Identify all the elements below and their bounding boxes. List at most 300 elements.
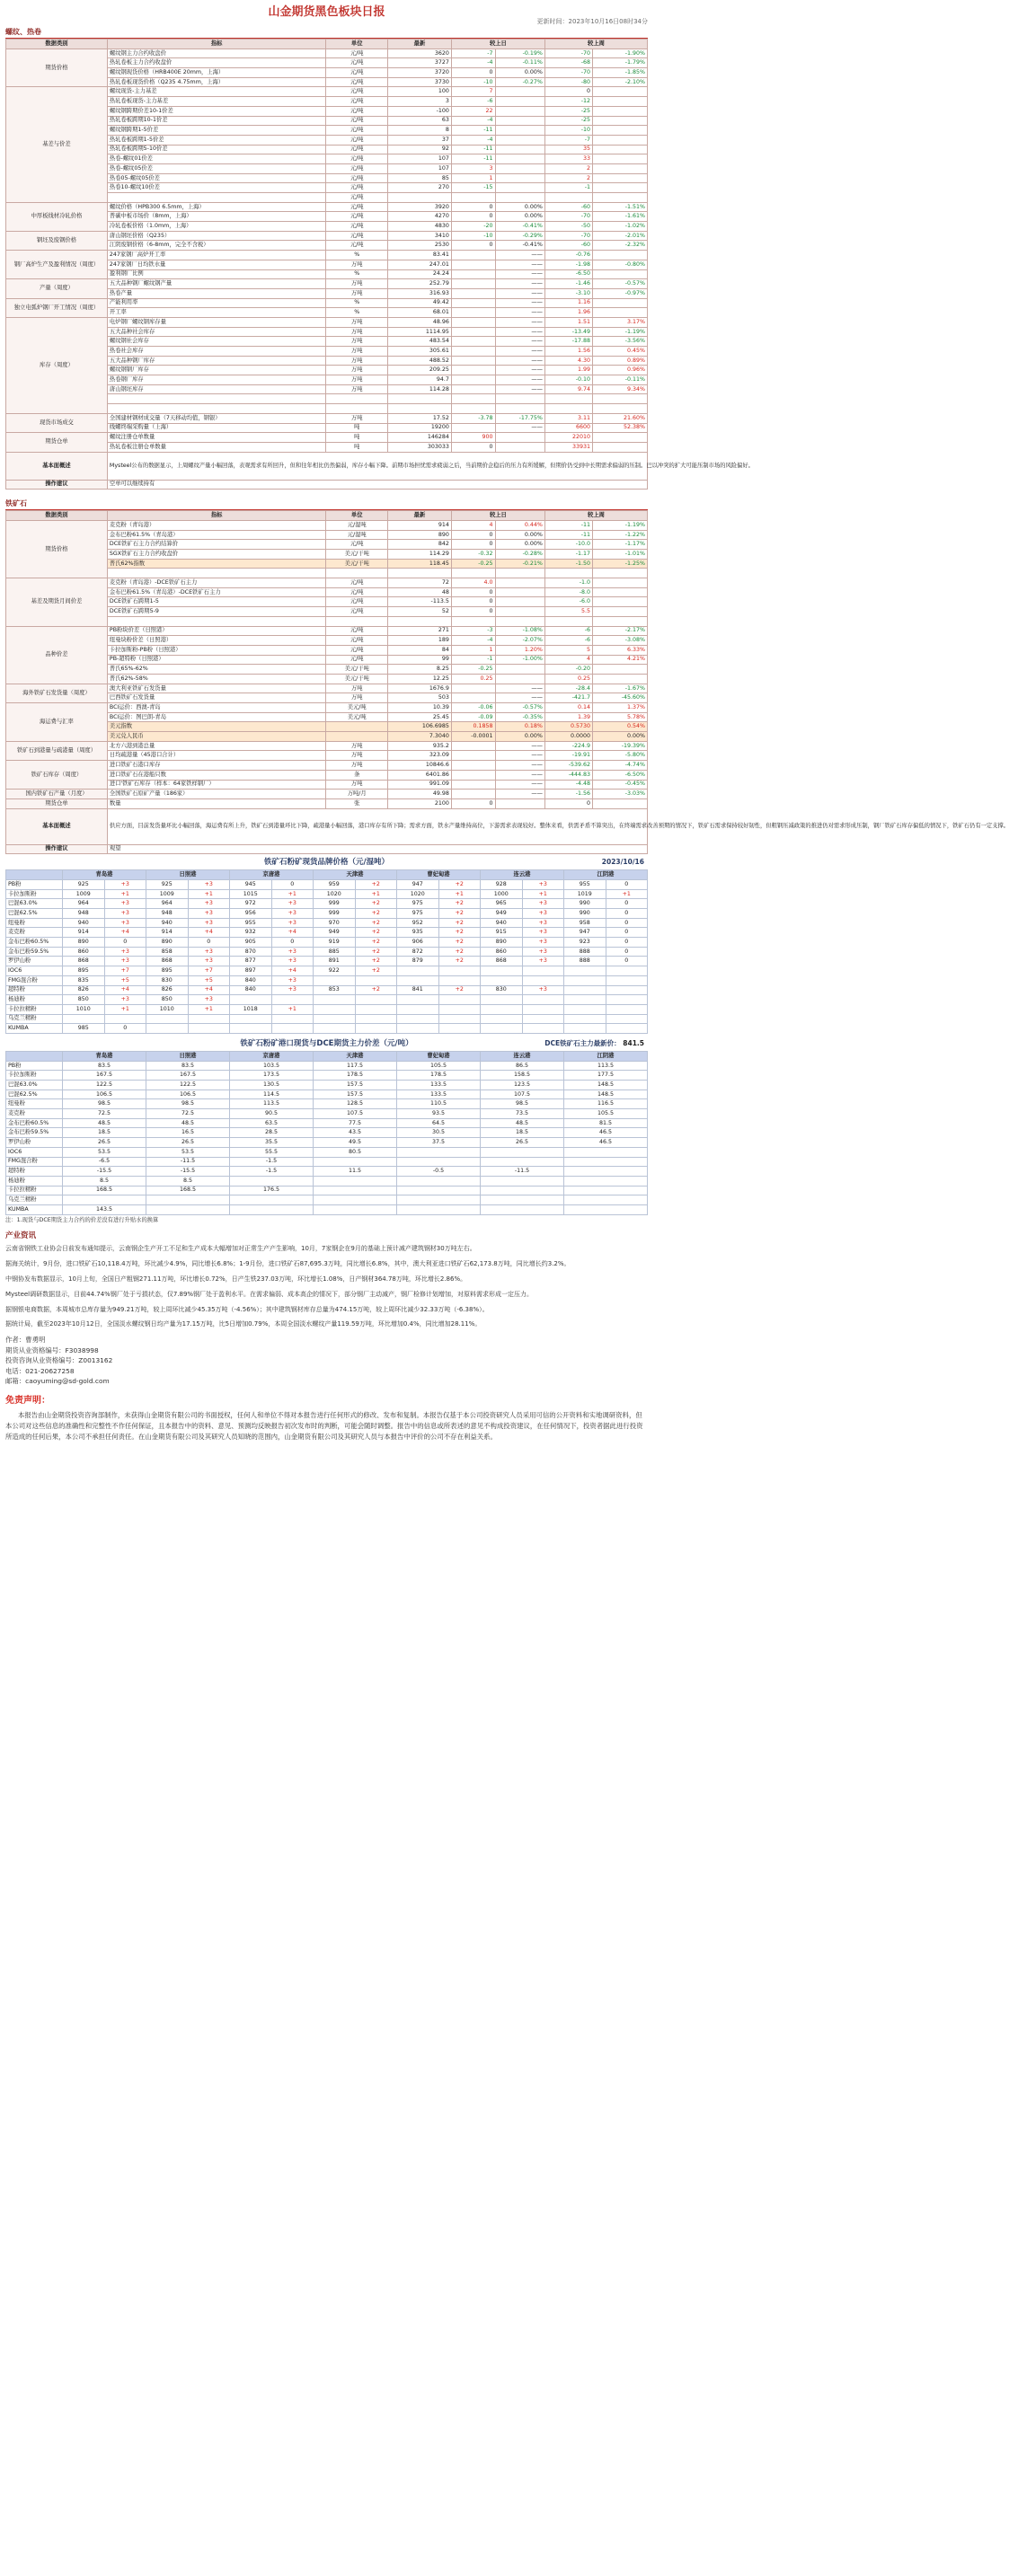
row-week-change: 2	[544, 173, 592, 183]
ore-name: 纽曼粉	[6, 1099, 63, 1109]
table-row	[6, 578, 648, 588]
price-change: 0	[188, 938, 230, 948]
row-indicator: DCE铁矿石主力合约结算价	[107, 540, 326, 550]
spread-value	[397, 1157, 481, 1167]
price-change: +7	[188, 966, 230, 976]
port-spread-body	[6, 1061, 648, 1214]
price-change: +2	[438, 928, 481, 938]
row-indicator: 电炉钢厂螺纹钢库存量	[107, 317, 326, 327]
row-week-change: -421.7	[544, 693, 592, 703]
price-change: +3	[522, 909, 564, 919]
row-day-change-pct: ——	[495, 780, 544, 790]
row-day-change-pct	[495, 674, 544, 684]
row-day-change	[451, 741, 495, 751]
ore-name: 罗伊山粉	[6, 957, 63, 966]
row-week-change-pct: -3.08%	[593, 636, 648, 646]
row-unit	[326, 722, 388, 732]
row-unit: 万吨	[326, 741, 388, 751]
row-latest: 72	[388, 578, 452, 588]
row-day-change: 0	[451, 798, 495, 808]
price-change	[271, 1024, 314, 1034]
row-week-change-pct	[593, 135, 648, 145]
row-week-change-pct: -1.19%	[593, 520, 648, 530]
row-day-change: 0	[451, 68, 495, 78]
row-week-change: 33	[544, 154, 592, 164]
row-latest: 92	[388, 145, 452, 154]
port-header: 连云港	[481, 870, 564, 880]
row-indicator: 五大品种钢厂库存	[107, 356, 326, 366]
row-latest: 914	[388, 520, 452, 530]
port-header: 京唐港	[230, 1051, 314, 1061]
row-day-change	[451, 347, 495, 357]
row-week-change: -224.9	[544, 741, 592, 751]
row-day-change-pct: ——	[495, 251, 544, 260]
row-latest: 270	[388, 183, 452, 193]
price-value	[564, 975, 606, 985]
row-indicator: 冷轧卷板价格（1.0mm，上海）	[107, 222, 326, 232]
row-day-change-pct: ——	[495, 327, 544, 337]
price-change: +3	[271, 918, 314, 928]
row-week-change-pct: 3.17%	[593, 317, 648, 327]
price-change: +5	[188, 975, 230, 985]
row-week-change: -1.17	[544, 550, 592, 560]
table-row	[6, 909, 648, 919]
ore-logic-label: 基本面概述	[6, 808, 108, 844]
price-change: +7	[104, 966, 146, 976]
row-category: 期货价格	[6, 49, 108, 87]
row-day-change-pct: ——	[495, 260, 544, 269]
price-value: 860	[63, 947, 105, 957]
price-change: 0	[271, 879, 314, 889]
row-latest: 48	[388, 587, 452, 597]
ore-name: IOC6	[6, 966, 63, 976]
price-change	[438, 1024, 481, 1034]
price-value: 826	[146, 985, 189, 995]
spread-value: 107.5	[314, 1109, 397, 1119]
ore-name: 超特粉	[6, 1167, 63, 1177]
price-value: 914	[63, 928, 105, 938]
row-week-change: -13.49	[544, 327, 592, 337]
price-value: 890	[63, 938, 105, 948]
row-week-change-pct: -2.01%	[593, 231, 648, 241]
row-indicator: 江阴废钢价格（6-8mm，完全不含税）	[107, 241, 326, 251]
ore-name: 金布巴粉59.5%	[6, 947, 63, 957]
table-row	[6, 899, 648, 909]
row-unit: 元/吨	[326, 193, 388, 203]
row-unit: 吨	[326, 442, 388, 452]
row-week-change-pct	[593, 587, 648, 597]
price-change: +1	[438, 889, 481, 899]
row-latest: 85	[388, 173, 452, 183]
row-week-change-pct	[593, 607, 648, 617]
ore-name: IOC6	[6, 1147, 63, 1157]
price-value: 990	[564, 909, 606, 919]
row-week-change: -0.76	[544, 251, 592, 260]
price-value: 999	[314, 909, 356, 919]
price-value	[63, 1014, 105, 1024]
ore-name: 罗伊山粉	[6, 1138, 63, 1148]
ore-section-title: 铁矿石	[5, 498, 648, 510]
row-week-change-pct: -1.19%	[593, 327, 648, 337]
ore-name: 麦克粉	[6, 1109, 63, 1119]
row-day-change: -0.0001	[451, 732, 495, 742]
row-unit	[326, 394, 388, 404]
row-unit: 美元/吨	[326, 703, 388, 713]
spread-value: 110.5	[397, 1099, 481, 1109]
row-week-change-pct: -1.22%	[593, 530, 648, 540]
spread-value: 157.5	[314, 1090, 397, 1099]
price-value: 850	[63, 995, 105, 1005]
row-category: 期货价格	[6, 520, 108, 578]
row-day-change-pct: ——	[495, 298, 544, 308]
price-value: 890	[146, 938, 189, 948]
table-row	[6, 413, 648, 423]
row-day-change-pct	[495, 163, 544, 173]
row-day-change-pct	[495, 578, 544, 588]
ore-name: 巴混62.5%	[6, 909, 63, 919]
price-value: 1015	[230, 889, 272, 899]
row-unit: 元/吨	[326, 587, 388, 597]
row-indicator: 热卷-螺纹01价差	[107, 154, 326, 164]
spread-value: 48.5	[481, 1118, 564, 1128]
price-value: 964	[63, 899, 105, 909]
row-indicator	[107, 569, 326, 578]
price-value: 990	[564, 899, 606, 909]
table-row	[6, 520, 648, 530]
table-row	[6, 985, 648, 995]
price-value: 841	[397, 985, 439, 995]
row-latest: 19200	[388, 423, 452, 433]
row-week-change: 1.16	[544, 298, 592, 308]
row-week-change: -1.46	[544, 279, 592, 289]
row-latest: 4270	[388, 212, 452, 222]
row-week-change-pct	[593, 163, 648, 173]
row-week-change-pct: 4.21%	[593, 655, 648, 665]
row-week-change: 1.39	[544, 712, 592, 722]
row-indicator: 日均疏港量（45港口合计）	[107, 751, 326, 761]
row-week-change: -10.0	[544, 540, 592, 550]
price-value	[564, 985, 606, 995]
price-change	[438, 1004, 481, 1014]
spread-value: 178.5	[397, 1071, 481, 1081]
price-change	[606, 1024, 648, 1034]
row-unit: 条	[326, 770, 388, 780]
price-change: 0	[606, 909, 648, 919]
price-change	[438, 1014, 481, 1024]
table-row	[6, 1167, 648, 1177]
ore-name: 卡拉拉精粉	[6, 1004, 63, 1014]
price-value: 1020	[397, 889, 439, 899]
row-category: 基差与价差	[6, 87, 108, 202]
row-week-change-pct	[593, 433, 648, 443]
row-latest: 24.24	[388, 269, 452, 279]
port-spread-header-row	[6, 1051, 648, 1061]
ore-name: KUMBA	[6, 1024, 63, 1034]
row-day-change-pct: -0.28%	[495, 550, 544, 560]
row-indicator: 普氏62%-58%	[107, 674, 326, 684]
row-latest: 189	[388, 636, 452, 646]
spread-value: 63.5	[230, 1118, 314, 1128]
price-change: +5	[104, 975, 146, 985]
row-week-change: -6.0	[544, 597, 592, 607]
spread-value: 26.5	[481, 1138, 564, 1148]
spread-value	[314, 1157, 397, 1167]
price-change: 0	[606, 947, 648, 957]
row-unit: 元/吨	[326, 126, 388, 136]
price-change: +1	[606, 889, 648, 899]
row-day-change	[451, 193, 495, 203]
price-value: 970	[314, 918, 356, 928]
row-latest: 3620	[388, 49, 452, 58]
row-unit: 万吨/月	[326, 790, 388, 799]
row-week-change: -11	[544, 520, 592, 530]
price-change: +3	[271, 947, 314, 957]
table-row	[6, 741, 648, 751]
ore-table	[5, 510, 1009, 854]
price-value	[314, 1004, 356, 1014]
spread-value	[314, 1176, 397, 1186]
row-latest: 114.28	[388, 384, 452, 394]
spread-value: 105.5	[564, 1109, 648, 1119]
row-day-change-pct: -0.19%	[495, 49, 544, 58]
table-row	[6, 879, 648, 889]
row-day-change-pct: 0.44%	[495, 520, 544, 530]
row-unit: 元/吨	[326, 578, 388, 588]
price-value: 964	[146, 899, 189, 909]
row-week-change-pct	[593, 442, 648, 452]
price-change	[438, 975, 481, 985]
table-row	[6, 1176, 648, 1186]
price-change: +3	[522, 918, 564, 928]
row-week-change-pct	[593, 269, 648, 279]
spread-value: -15.5	[146, 1167, 230, 1177]
row-day-change: 0.1858	[451, 722, 495, 732]
port-header: 连云港	[481, 1051, 564, 1061]
price-value: 895	[63, 966, 105, 976]
row-indicator: 全国铁矿石原矿产量（186家）	[107, 790, 326, 799]
table-row	[6, 1195, 648, 1205]
row-indicator: SGX铁矿石主力合约收盘价	[107, 550, 326, 560]
price-change	[188, 1024, 230, 1034]
row-latest	[388, 193, 452, 203]
steel-logic-row	[6, 452, 648, 480]
price-change	[355, 975, 397, 985]
spread-value: 28.5	[230, 1128, 314, 1138]
port-price-title-text: 铁矿石粉矿现货品牌价格（元/湿吨）	[263, 858, 390, 868]
price-change: +1	[271, 1004, 314, 1014]
row-week-change-pct: 5.78%	[593, 712, 648, 722]
price-value: 868	[481, 957, 523, 966]
steel-logic-text: Mysteel公布的数据显示，上周螺纹产量小幅回落，表观需求有所回升，但和往年相比仍然偏弱，库存小幅下降。前期市场担忧需求疲弱之后，当前期价企稳后的压力有所缓解，但期价仍受到中长期需求偏弱的压制。巴以冲突的扩大可能压制市场的风险偏好。	[107, 452, 647, 480]
row-week-change-pct: 1.37%	[593, 703, 648, 713]
price-value	[230, 1024, 272, 1034]
row-week-change-pct: -1.79%	[593, 58, 648, 68]
price-value: 947	[397, 879, 439, 889]
row-latest	[388, 569, 452, 578]
row-week-change-pct: -4.74%	[593, 761, 648, 771]
spread-value: 168.5	[146, 1186, 230, 1195]
spread-value: 11.5	[314, 1167, 397, 1177]
spread-value: 113.5	[564, 1061, 648, 1071]
table-row	[6, 317, 648, 327]
row-day-change	[451, 684, 495, 693]
row-day-change: -0.32	[451, 550, 495, 560]
row-unit: 万吨	[326, 288, 388, 298]
disclaimer-title: 免责声明：	[5, 1395, 50, 1406]
ore-name: FMG混合粉	[6, 1157, 63, 1167]
row-latest: -113.5	[388, 597, 452, 607]
price-value: 879	[397, 957, 439, 966]
price-change: 0	[606, 957, 648, 966]
row-day-change-pct	[495, 87, 544, 97]
row-day-change-pct: ——	[495, 366, 544, 375]
row-day-change-pct: -0.27%	[495, 77, 544, 87]
row-day-change-pct	[495, 173, 544, 183]
row-indicator: 普氏62%指数	[107, 559, 326, 569]
column-header: 较上日	[451, 40, 544, 49]
price-value: 999	[314, 899, 356, 909]
price-change	[606, 966, 648, 976]
row-latest: 7.3040	[388, 732, 452, 742]
row-week-change: 35	[544, 145, 592, 154]
row-day-change-pct	[495, 442, 544, 452]
price-value: 868	[63, 957, 105, 966]
row-week-change-pct: -3.56%	[593, 337, 648, 347]
row-week-change: -539.62	[544, 761, 592, 771]
row-day-change-pct	[495, 135, 544, 145]
spread-value	[314, 1204, 397, 1214]
row-day-change: -0.25	[451, 559, 495, 569]
spread-value: 117.5	[314, 1061, 397, 1071]
row-indicator: 线螺终端采购量（上海）	[107, 423, 326, 433]
row-week-change: 0	[544, 798, 592, 808]
row-category: 中厚板线材冷轧价格	[6, 202, 108, 231]
row-week-change: -80	[544, 77, 592, 87]
row-category: 铁矿石库存（周度）	[6, 761, 108, 790]
price-change	[522, 975, 564, 985]
price-change: +2	[355, 928, 397, 938]
price-value: 922	[314, 966, 356, 976]
column-header: 最新	[388, 511, 452, 521]
ore-name: 金布巴粉60.5%	[6, 1118, 63, 1128]
price-change: +3	[188, 899, 230, 909]
price-change: +3	[104, 909, 146, 919]
spread-value: 176.5	[230, 1186, 314, 1195]
spread-value: 168.5	[63, 1186, 146, 1195]
steel-header-row	[6, 40, 648, 49]
row-week-change-pct: -45.60%	[593, 693, 648, 703]
row-unit: 元/吨	[326, 222, 388, 232]
row-day-change-pct: ——	[495, 337, 544, 347]
row-unit: 美元/干吨	[326, 550, 388, 560]
row-day-change-pct: ——	[495, 347, 544, 357]
row-day-change: 0	[451, 202, 495, 212]
spread-value	[564, 1167, 648, 1177]
disclaimer	[5, 1410, 648, 1442]
row-latest: 2530	[388, 241, 452, 251]
row-day-change-pct	[495, 607, 544, 617]
spread-value: 133.5	[397, 1081, 481, 1090]
table-row	[6, 703, 648, 713]
row-unit: 万吨	[326, 413, 388, 423]
row-indicator: 五大品种钢厂螺纹钢产量	[107, 279, 326, 289]
row-day-change-pct	[495, 145, 544, 154]
row-week-change: -68	[544, 58, 592, 68]
port-header: 天津港	[314, 870, 397, 880]
row-latest: 247.01	[388, 260, 452, 269]
row-category: 基差及期货月间价差	[6, 578, 108, 626]
row-week-change: 1.96	[544, 308, 592, 318]
row-week-change	[544, 569, 592, 578]
row-indicator: 卡拉加斯粉-PB粉（日照港）	[107, 645, 326, 655]
row-day-change	[451, 269, 495, 279]
row-category: 钢厂高炉生产及盈利情况（周度）	[6, 251, 108, 279]
row-unit: 万吨	[326, 751, 388, 761]
row-latest: 99	[388, 655, 452, 665]
row-latest: 3730	[388, 77, 452, 87]
spread-value: 86.5	[481, 1061, 564, 1071]
price-change: 0	[104, 1024, 146, 1034]
row-week-change-pct	[593, 578, 648, 588]
row-day-change	[451, 366, 495, 375]
spread-value	[314, 1186, 397, 1195]
price-change: +3	[188, 947, 230, 957]
row-unit	[326, 732, 388, 742]
row-latest: 3920	[388, 202, 452, 212]
row-week-change: 2	[544, 163, 592, 173]
row-week-change: -25	[544, 116, 592, 126]
price-change: +2	[438, 899, 481, 909]
row-day-change: 7	[451, 87, 495, 97]
row-week-change: 4.30	[544, 356, 592, 366]
column-header: 指标	[107, 511, 326, 521]
row-day-change: -20	[451, 222, 495, 232]
spread-value: 18.5	[63, 1128, 146, 1138]
price-change: +3	[188, 918, 230, 928]
row-indicator: 螺纹钢主力合约收盘价	[107, 49, 326, 58]
row-week-change-pct	[593, 251, 648, 260]
price-value: 932	[230, 928, 272, 938]
price-change: +2	[355, 947, 397, 957]
table-row	[6, 1157, 648, 1167]
table-row	[6, 1024, 648, 1034]
row-category: 铁矿石到港量与疏港量（周度）	[6, 741, 108, 760]
row-day-change-pct: -2.07%	[495, 636, 544, 646]
price-change: +2	[355, 899, 397, 909]
price-value	[481, 995, 523, 1005]
spread-value	[146, 1195, 230, 1205]
row-day-change-pct: 0.18%	[495, 722, 544, 732]
price-value: 949	[314, 928, 356, 938]
row-day-change	[451, 279, 495, 289]
price-value: 860	[481, 947, 523, 957]
column-header-blank	[6, 870, 63, 880]
row-indicator: 唐山钢坯价格（Q235）	[107, 231, 326, 241]
row-day-change-pct: -0.57%	[495, 703, 544, 713]
price-change: +4	[271, 966, 314, 976]
table-row	[6, 298, 648, 308]
price-change	[522, 966, 564, 976]
price-change	[522, 1004, 564, 1014]
row-unit: 元/吨	[326, 116, 388, 126]
price-value: 925	[63, 879, 105, 889]
price-value: 895	[146, 966, 189, 976]
spread-value: 26.5	[63, 1138, 146, 1148]
price-value: 975	[397, 909, 439, 919]
price-change	[104, 1014, 146, 1024]
column-header: 数据类别	[6, 40, 108, 49]
row-day-change-pct: ——	[495, 308, 544, 318]
